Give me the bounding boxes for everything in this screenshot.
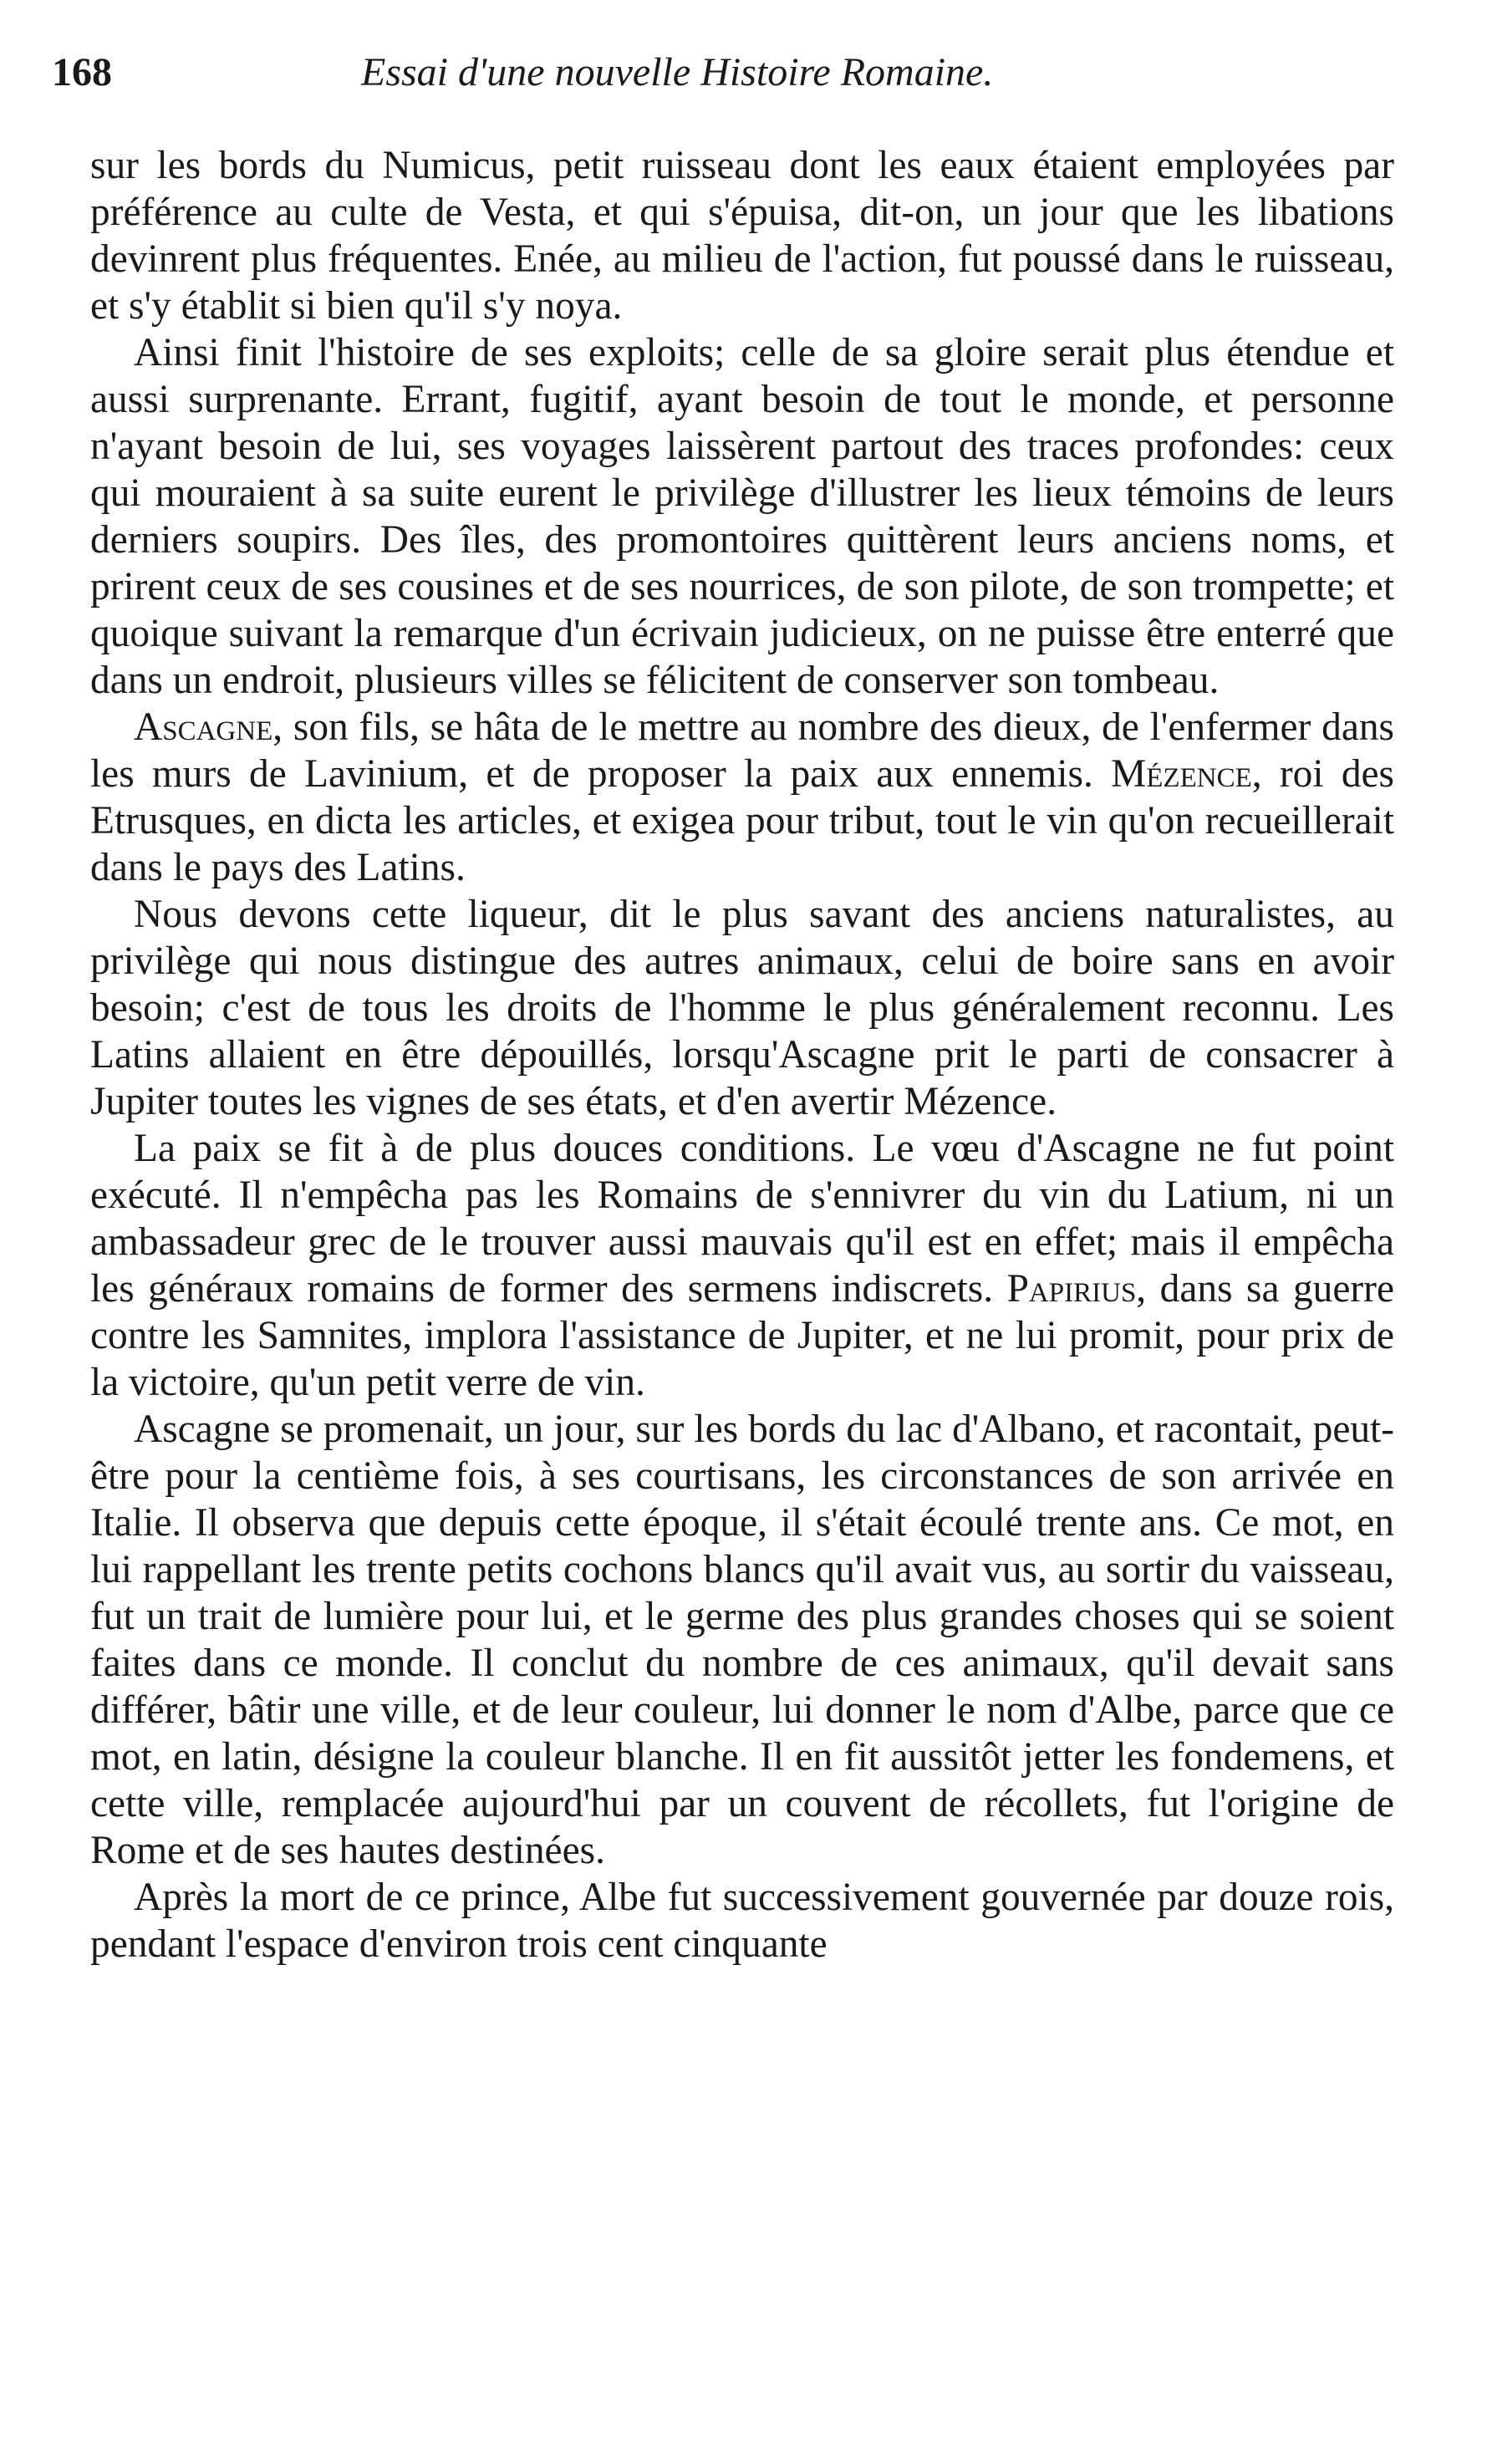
name-mezence: Mézence (1111, 752, 1252, 796)
paragraph-5 (90, 1125, 1394, 1406)
paragraph-text: Ainsi finit l'histoire de ses exploits; celle de sa gloire serait plus étendue et aussi surprenante. Errant, fugitif, ayant besoin de tout le monde, et personne n'ayant besoin de lui, ses voyages laissèrent partout des traces profondes: ceux qui mouraient à sa suite eurent le privilège d'illustrer les lieux témoins de leurs derniers soupirs. Des îles, des promontoires quittèrent leurs anciens noms, et prirent ceux de ses cousines et de ses nourrices, de son pilote, de son trompette; et quoique suivant la remarque d'un écrivain judicieux, on ne puisse être enterré que dans un endroit, plusieurs villes se félicitent de conserver son tombeau. (90, 331, 1394, 702)
paragraph-1 (90, 142, 1394, 329)
page-number: 168 (52, 50, 112, 94)
paragraph-2 (90, 329, 1394, 704)
paragraph-text: sur les bords du Numicus, petit ruisseau dont les eaux étaient employées par préférence au culte de Vesta, et qui s'épuisa, dit-on, un jour que les libations devinrent plus fréquentes. Enée, au milieu de l'action, fut poussé dans le ruisseau, et s'y établit si bien qu'il s'y noya. (90, 144, 1394, 328)
paragraph-text: , son fils, se hâta de le mettre au nombre des dieux, de l'enfermer dans les murs de Lavinium, et de proposer la paix aux ennemis. (90, 705, 1394, 796)
name-papirius: Papirius (1006, 1267, 1137, 1311)
paragraph-text: , roi des Etrusques, en dicta les articles, et exigea pour tribut, tout le vin qu'on recueillerait dans le pays des Latins. (90, 752, 1394, 889)
paragraph-6 (90, 1406, 1394, 1874)
running-title: Essai d'une nouvelle Histoire Romaine. (361, 50, 994, 94)
paragraph-text: La paix se fit à de plus douces conditions. Le vœu d'Ascagne ne fut point exécuté. Il n'empêcha pas les Romains de s'ennivrer du vin du Latium, ni un ambassadeur grec de le trouver aussi mauvais qu'il est en effet; mais il empêcha les généraux romains de former des sermens indiscrets. (90, 1127, 1394, 1311)
paragraph-4 (90, 891, 1394, 1125)
running-head (52, 43, 1389, 102)
paragraph-7 (90, 1874, 1394, 1968)
paragraph-3 (90, 704, 1394, 891)
body-text (90, 142, 1394, 1968)
paragraph-text: Après la mort de ce prince, Albe fut successivement gouvernée par douze rois, pendant l'espace d'environ trois cent cinquante (90, 1876, 1394, 1966)
paragraph-text: Nous devons cette liqueur, dit le plus savant des anciens naturalistes, au privilège qui nous distingue des autres animaux, celui de boire sans en avoir besoin; c'est de tous les droits de l'homme le plus généralement reconnu. Les Latins allaient en être dépouillés, lorsqu'Ascagne prit le parti de consacrer à Jupiter toutes les vignes de ses états, et d'en avertir Mézence. (90, 893, 1394, 1123)
paragraph-text: , dans sa guerre contre les Samnites, implora l'assistance de Jupiter, et ne lui promit, pour prix de la victoire, qu'un petit verre de vin. (90, 1267, 1395, 1404)
name-ascagne: Ascagne (134, 705, 273, 749)
paragraph-text: Ascagne se promenait, un jour, sur les bords du lac d'Albano, et racontait, peut-être pour la centième fois, à ses courtisans, les circonstances de son arrivée en Italie. Il observa que depuis cette époque, il s'était écoulé trente ans. Ce mot, en lui rappellant les trente petits cochons blancs qu'il avait vus, au sortir du vaisseau, fut un trait de lumière pour lui, et le germe des plus grandes choses qui se soient faites dans ce monde. Il conclut du nombre de ces animaux, qu'il devait sans différer, bâtir une ville, et de leur couleur, lui donner le nom d'Albe, parce que ce mot, en latin, désigne la couleur blanche. Il en fit aussitôt jetter les fondemens, et cette ville, remplacée aujourd'hui par un couvent de récollets, fut l'origine de Rome et de ses hautes destinées. (90, 1408, 1394, 1872)
